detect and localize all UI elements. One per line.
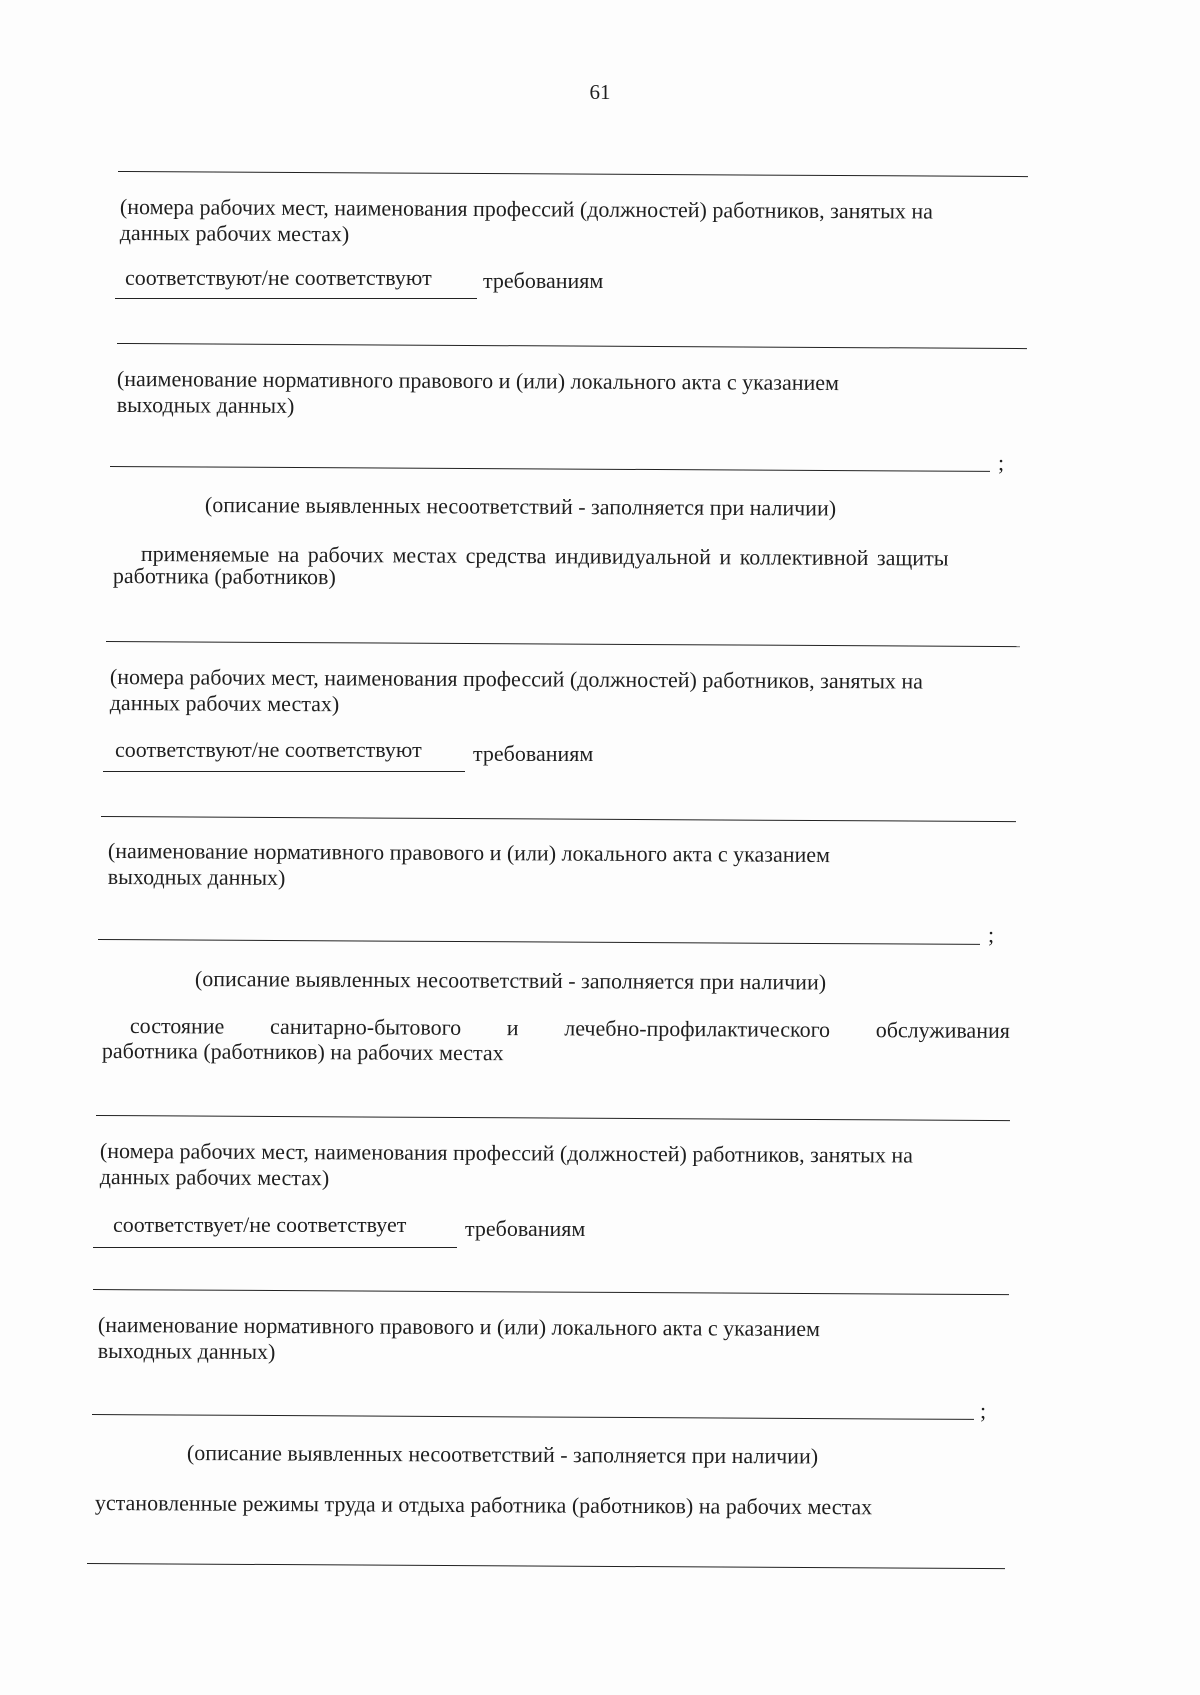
workplaces-caption-line-1: (номера рабочих мест, наименования профессий (должностей) работников, занятых на bbox=[119, 194, 934, 224]
discrepancies-blank-line bbox=[92, 1414, 974, 1420]
workplaces-caption bbox=[100, 1138, 913, 1195]
workplaces-blank-line bbox=[96, 1115, 1010, 1121]
compliance-choice: соответствуют/не соответствуют bbox=[115, 737, 422, 762]
heading-word: лечебно-профилактического bbox=[564, 1015, 831, 1042]
workplaces-caption-line-2: данных рабочих местах) bbox=[109, 689, 340, 717]
line-semicolon: ; bbox=[988, 922, 995, 947]
compliance-underline bbox=[115, 298, 477, 299]
workplaces-caption-line-2: данных рабочих местах) bbox=[119, 219, 350, 247]
heading-word: и bbox=[506, 1015, 519, 1041]
compliance-word: требованиям bbox=[473, 741, 594, 766]
discrepancies-caption: (описание выявленных несоответствий - заполняется при наличии) bbox=[204, 492, 837, 521]
workplaces-caption bbox=[110, 664, 923, 721]
workplaces-caption-line-1: (номера рабочих мест, наименования профессий (должностей) работников, занятых на bbox=[99, 1138, 914, 1168]
compliance-word: требованиям bbox=[465, 1216, 586, 1241]
discrepancies-blank-line bbox=[110, 466, 990, 472]
discrepancies-caption: (описание выявленных несоответствий - заполняется при наличии) bbox=[186, 1440, 819, 1469]
compliance-choice: соответствуют/не соответствуют bbox=[125, 265, 432, 290]
act-blank-line bbox=[93, 1289, 1009, 1295]
act-caption-line-2: выходных данных) bbox=[97, 1337, 276, 1364]
page-number: 61 bbox=[589, 80, 611, 104]
workplaces-caption-line-2: данных рабочих местах) bbox=[99, 1163, 330, 1191]
workplaces-blank-line bbox=[118, 171, 1028, 177]
discrepancies-blank-line bbox=[98, 939, 980, 945]
line-semicolon: ; bbox=[998, 450, 1005, 475]
heading-word: состояние bbox=[129, 1013, 225, 1039]
compliance-choice: соответствует/не соответствует bbox=[113, 1212, 407, 1237]
compliance-underline bbox=[103, 771, 465, 772]
heading-word: санитарно-бытового bbox=[269, 1013, 462, 1040]
compliance-underline bbox=[93, 1247, 457, 1248]
workplaces-blank-line bbox=[106, 641, 1020, 647]
act-caption-line-1: (наименование нормативного правового и (или) локального акта с указанием bbox=[107, 838, 831, 868]
act-caption-line-2: выходных данных) bbox=[116, 391, 295, 418]
discrepancies-caption: (описание выявленных несоответствий - заполняется при наличии) bbox=[194, 966, 827, 995]
act-caption-line-1: (наименование нормативного правового и (или) локального акта с указанием bbox=[97, 1312, 821, 1342]
workplaces-caption bbox=[120, 194, 933, 251]
heading-word: обслуживания bbox=[875, 1017, 1010, 1043]
section-heading-line-2: работника (работников) на рабочих местах bbox=[101, 1038, 504, 1066]
act-blank-line bbox=[117, 343, 1027, 349]
section-heading-line-1: установленные режимы труда и отдыха работника (работников) на рабочих местах bbox=[94, 1490, 873, 1520]
line-semicolon: ; bbox=[980, 1398, 987, 1423]
workplaces-caption-line-1: (номера рабочих мест, наименования профессий (должностей) работников, занятых на bbox=[109, 664, 924, 694]
act-caption-line-1: (наименование нормативного правового и (или) локального акта с указанием bbox=[116, 366, 840, 396]
act-caption bbox=[98, 1312, 820, 1368]
act-caption bbox=[108, 838, 830, 894]
act-caption bbox=[117, 366, 839, 422]
regime-blank-line bbox=[87, 1563, 1005, 1569]
section-heading-line-1: применяемые на рабочих местах средства индивидуальной и коллективной защиты bbox=[140, 541, 949, 571]
act-blank-line bbox=[101, 816, 1016, 822]
section-heading-line-2: работника (работников) bbox=[112, 563, 336, 590]
compliance-word: требованиям bbox=[483, 268, 604, 293]
act-caption-line-2: выходных данных) bbox=[107, 863, 286, 890]
